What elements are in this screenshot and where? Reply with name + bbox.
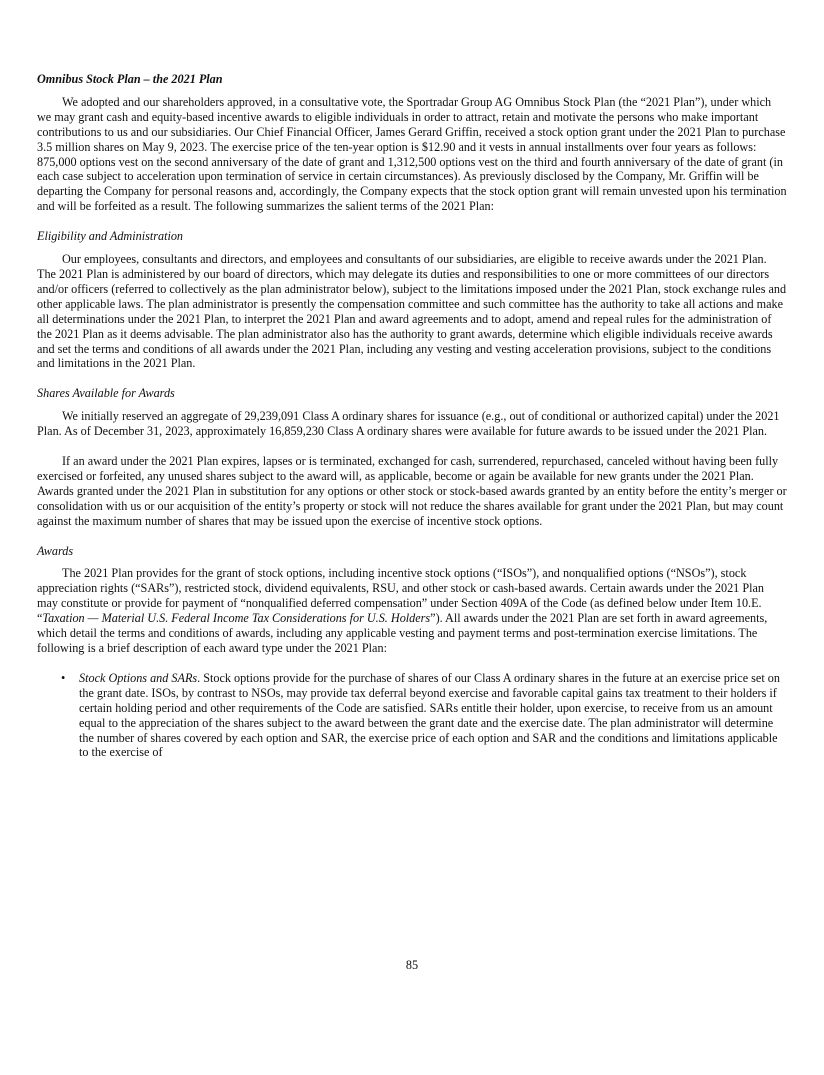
awards-text-end: ”). All awards under the 2021 Plan are set forth in award agreements, which detail the terms and conditions of awards, including any applicable vesting and payment terms and post-termination exercise limitations. The following is a brief description of each award type under the 2021 Plan: <box>37 611 768 655</box>
awards-paragraph <box>37 566 787 655</box>
bullet-item-stock-options <box>37 671 787 760</box>
awards-italic-reference: Taxation — Material U.S. Federal Income Tax Considerations for U.S. Holders <box>42 611 431 626</box>
document-page <box>37 72 787 760</box>
bullet-title: Stock Options and SARs <box>79 670 198 685</box>
shares-paragraph-2: If an award under the 2021 Plan expires, lapses or is terminated, exchanged for cash, surrendered, repurchased, canceled without having been fully exercised or forfeited, any unused shares subject to the award will, as applicable, become or again be available for new grants under the 2021 Plan. Awards granted under the 2021 Plan in substitution for any options or other stock or stock-based awards granted by an entity before the entity’s merger or consolidation with us or our acquisition of the entity’s property or stock will not reduce the shares available for grant under the 2021 Plan, but may count against the maximum number of shares that may be issued upon the exercise of incentive stock options. <box>37 454 787 528</box>
shares-heading: Shares Available for Awards <box>37 386 175 401</box>
intro-paragraph: We adopted and our shareholders approved, in a consultative vote, the Sportradar Group AG Omnibus Stock Plan (the “2021 Plan”), under which we may grant cash and equity-based incentive awards to eligible individuals in order to attract, retain and motivate the persons who make important contributions to us and our subsidiaries. Our Chief Financial Officer, James Gerard Griffin, received a stock option grant under the 2021 Plan to purchase 3.5 million shares on May 9, 2023. The exercise price of the ten-year option is $12.90 and it vests in annual installments over four years as follows: 875,000 options vest on the second anniversary of the date of grant and 1,312,500 options vest on the third and fourth anniversary of the date of grant (in each case subject to acceleration upon termination of service in certain circumstances). As previously disclosed by the Company, Mr. Griffin will be departing the Company for personal reasons and, accordingly, the Company expects that the stock option grant will remain unvested upon his termination and will be forfeited as a result. The following summarizes the salient terms of the 2021 Plan: <box>37 94 787 214</box>
awards-heading: Awards <box>37 543 74 558</box>
awards-text-start: The 2021 Plan provides for the grant of stock options, including incentive stock options (“ISOs”), and nonqualified options (“NSOs”), stock appreciation rights (“SARs”), restricted stock, dividend equivalents, RSU, and other stock or cash-based awards. Certain awards under the 2021 Plan may constitute or provide for payment of “nonqualified deferred compensation” under Section 409A of the Code (as defined below under Item 10.E. “ <box>37 566 764 626</box>
page-number: 85 <box>405 958 419 972</box>
bullet-text: . Stock options provide for the purchase of shares of our Class A ordinary shares in the future at an exercise price set on the grant date. ISOs, by contrast to NSOs, may provide tax deferral beyond exercise and favorable capital gains tax treatment to their holders if certain holding period and other requirements of the Code are satisfied. SARs entitle their holder, upon exercise, to receive from us an amount equal to the appreciation of the shares subject to the award between the grant date and the exercise date. The plan administrator will determine the number of shares covered by each option and SAR, the exercise price of each option and SAR and the conditions and limitations applicable to the exercise of <box>79 670 780 760</box>
section-heading: Omnibus Stock Plan – the 2021 Plan <box>37 72 223 86</box>
bullet-icon: • <box>61 670 66 685</box>
eligibility-paragraph: Our employees, consultants and directors, and employees and consultants of our subsidiaries, are eligible to receive awards under the 2021 Plan. The 2021 Plan is administered by our board of directors, which may delegate its duties and responsibilities to one or more committees of our directors and/or officers (referred to collectively as the plan administrator below), subject to the limitations imposed under the 2021 Plan, stock exchange rules and other applicable laws. The plan administrator is presently the compensation committee and such committee has the authority to take all actions and make all determinations under the 2021 Plan, to interpret the 2021 Plan and award agreements and to adopt, amend and repeal rules for the administration of the 2021 Plan as it deems advisable. The plan administrator also has the authority to grant awards, determine which eligible individuals receive awards and set the terms and conditions of all awards under the 2021 Plan, including any vesting and vesting acceleration provisions, subject to the conditions and limitations in the 2021 Plan. <box>37 252 787 371</box>
shares-paragraph-1: We initially reserved an aggregate of 29,239,091 Class A ordinary shares for issuance (e.g., out of conditional or authorized capital) under the 2021 Plan. As of December 31, 2023, approximately 16,859,230 Class A ordinary shares were available for future awards to be issued under the 2021 Plan. <box>37 409 780 439</box>
eligibility-heading: Eligibility and Administration <box>37 229 184 244</box>
